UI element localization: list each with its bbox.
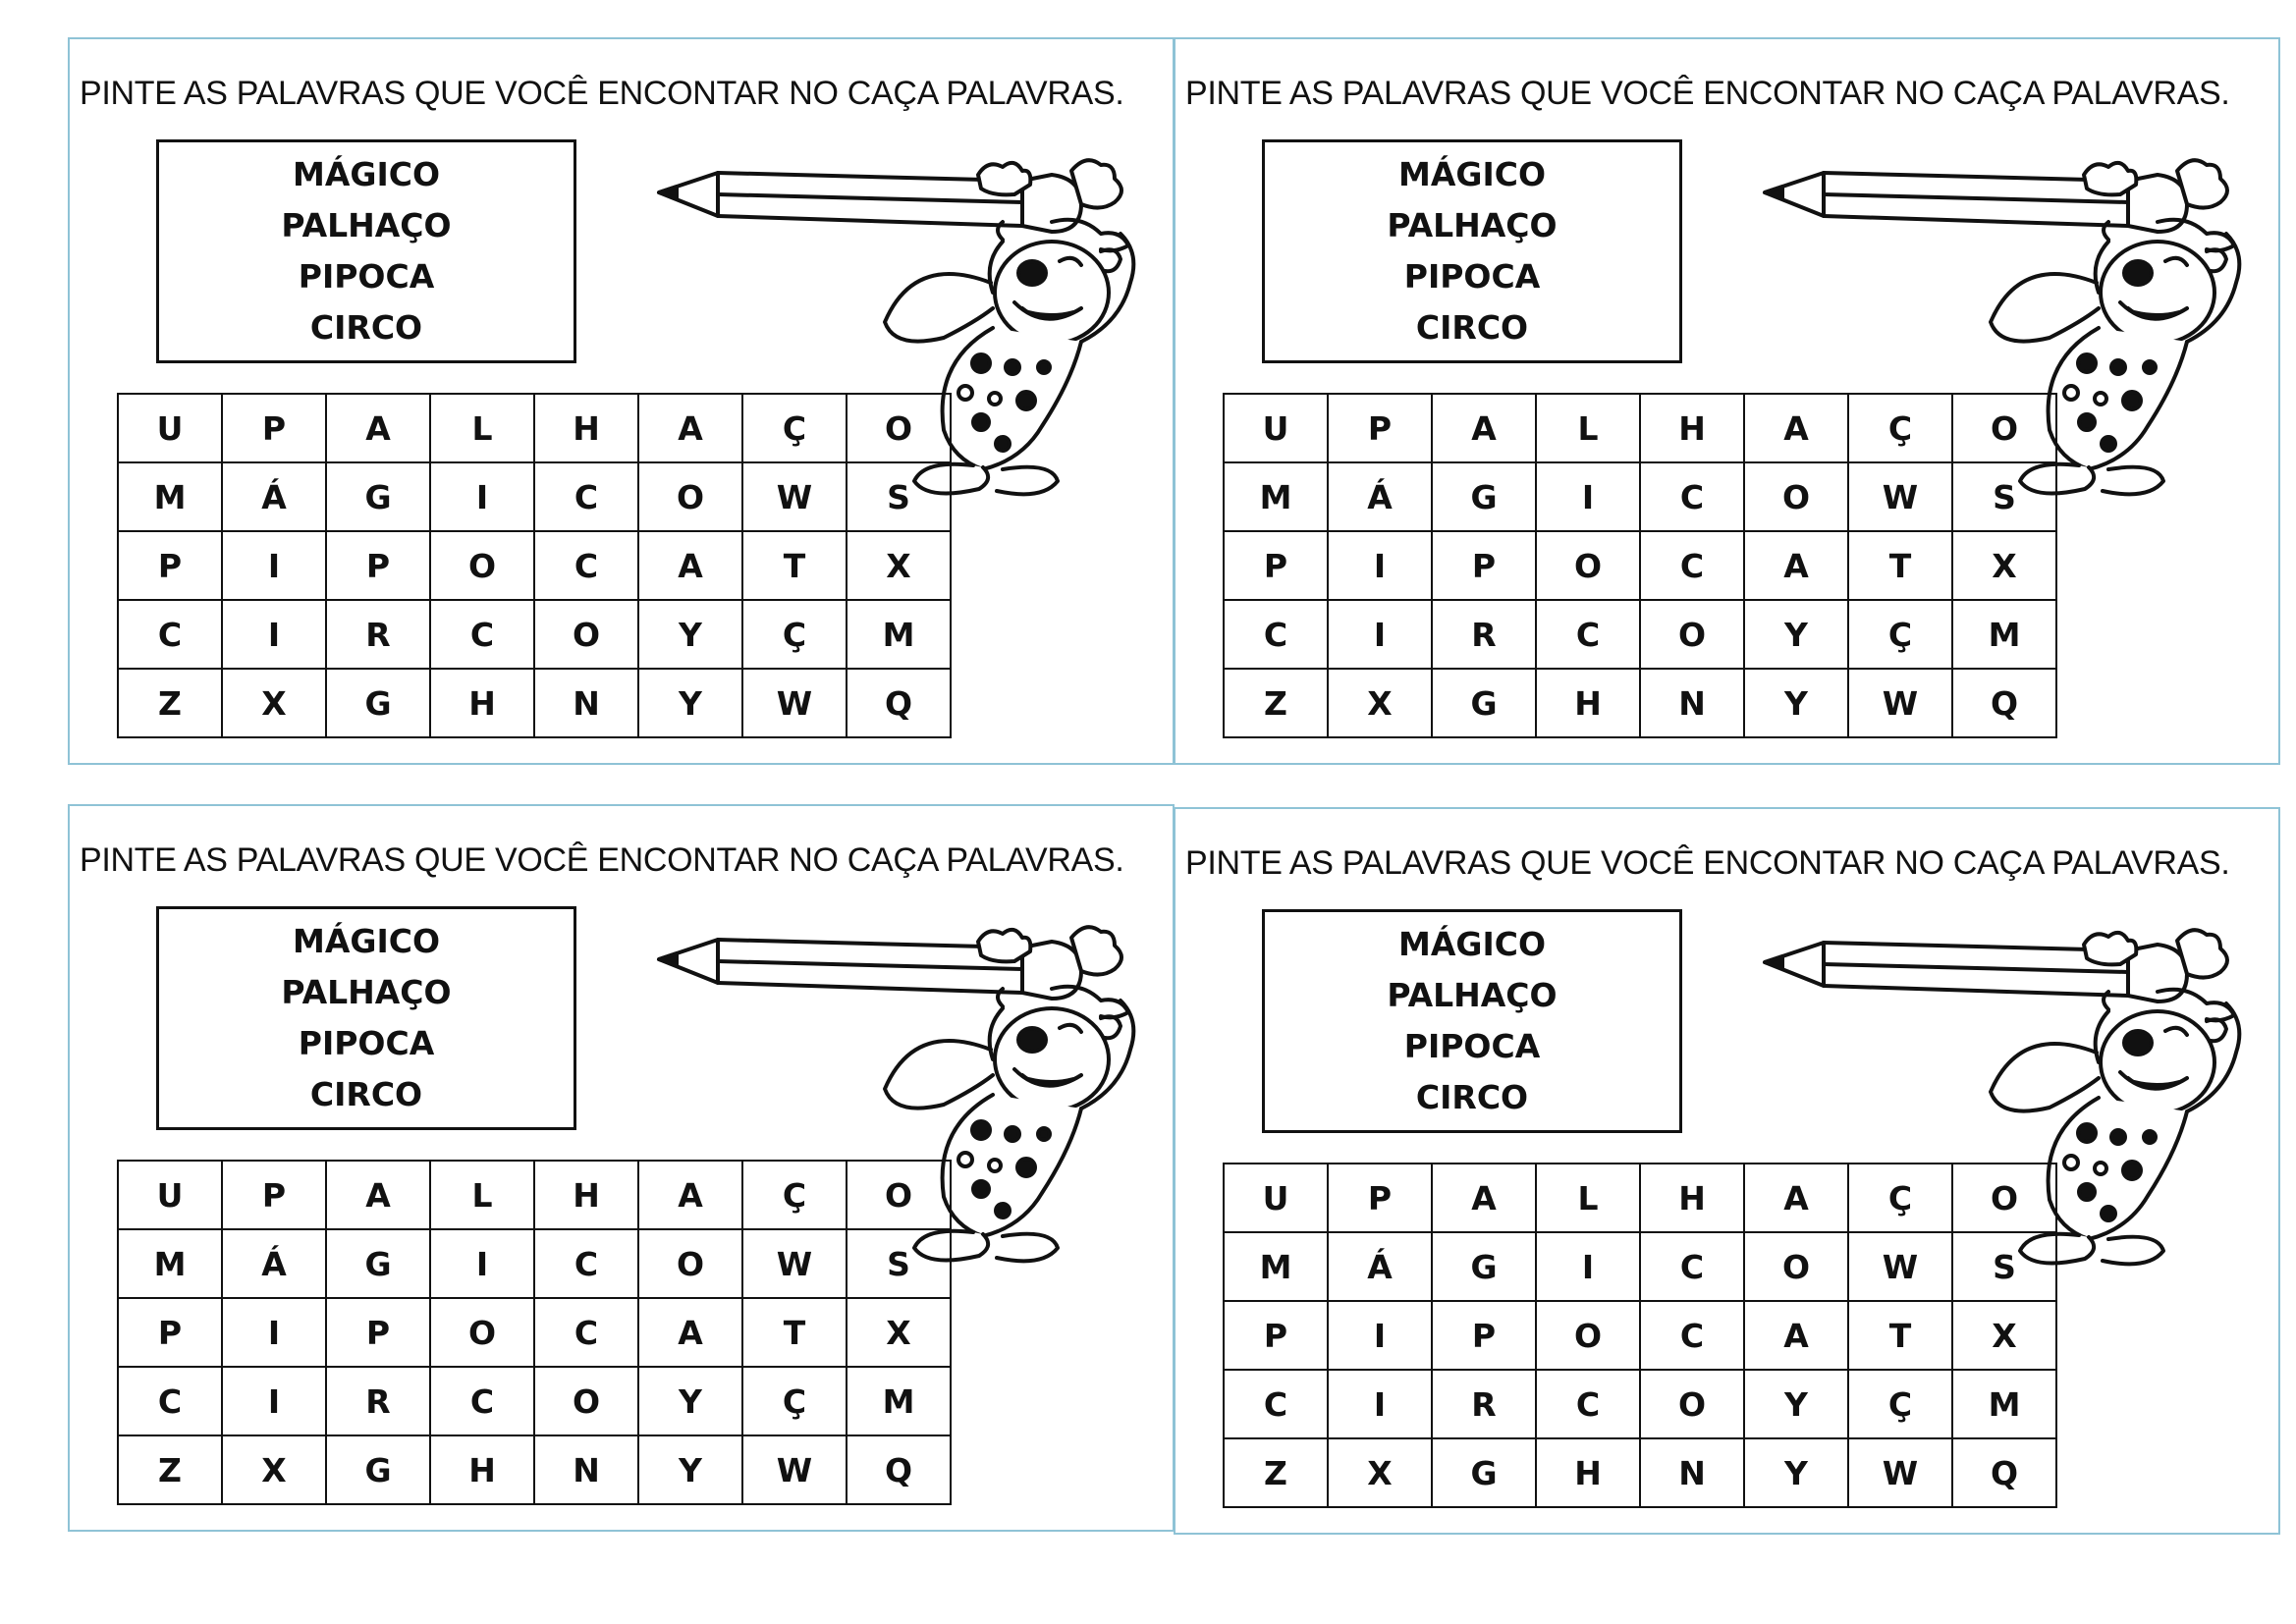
grid-cell: R [1432, 1370, 1536, 1438]
instruction-text: PINTE AS PALAVRAS QUE VOCÊ ENCONTAR NO CAÇA PALAVRAS. [80, 841, 1124, 879]
grid-cell: U [1224, 394, 1328, 462]
grid-cell: X [222, 669, 326, 737]
grid-cell: Y [638, 1367, 742, 1435]
grid-cell: M [118, 1229, 222, 1298]
grid-cell: H [430, 669, 534, 737]
grid-row [118, 1367, 951, 1435]
grid-cell: X [1328, 1438, 1432, 1507]
grid-cell: G [1432, 669, 1536, 737]
grid-cell: W [1848, 669, 1952, 737]
word-list-item: CIRCO [309, 1075, 423, 1113]
word-search-card [68, 37, 1175, 765]
grid-cell: C [534, 1229, 638, 1298]
grid-cell: A [638, 1298, 742, 1367]
instruction-text: PINTE AS PALAVRAS QUE VOCÊ ENCONTAR NO CAÇA PALAVRAS. [80, 75, 1124, 112]
grid-cell: Ç [742, 600, 847, 669]
grid-cell: C [1224, 1370, 1328, 1438]
grid-cell: P [1224, 531, 1328, 600]
grid-cell: M [118, 462, 222, 531]
grid-cell: U [1224, 1164, 1328, 1232]
grid-row [118, 669, 951, 737]
grid-cell: P [1432, 531, 1536, 600]
word-list-item: PALHAÇO [1387, 206, 1558, 244]
letter-grid [1223, 1163, 2057, 1508]
word-list-box [1262, 139, 1682, 363]
grid-cell: Ç [742, 1161, 847, 1229]
grid-cell: S [1952, 462, 2056, 531]
grid-cell: O [430, 531, 534, 600]
grid-cell: M [847, 1367, 951, 1435]
grid-cell: G [326, 462, 430, 531]
grid-cell: G [1432, 1232, 1536, 1301]
grid-cell: A [1744, 394, 1848, 462]
grid-cell: X [1952, 531, 2056, 600]
grid-cell: N [534, 669, 638, 737]
grid-row [118, 1229, 951, 1298]
grid-row [118, 1298, 951, 1367]
letter-grid [1223, 393, 2057, 738]
letter-grid [117, 1160, 952, 1505]
grid-cell: A [326, 1161, 430, 1229]
grid-cell: O [534, 600, 638, 669]
grid-row [118, 531, 951, 600]
grid-cell: P [1328, 1164, 1432, 1232]
grid-cell: L [430, 394, 534, 462]
grid-cell: M [847, 600, 951, 669]
grid-row [118, 462, 951, 531]
grid-cell: T [1848, 531, 1952, 600]
word-search-card [1174, 807, 2280, 1535]
grid-cell: P [1432, 1301, 1536, 1370]
grid-cell: Ç [742, 1367, 847, 1435]
grid-cell: C [1640, 531, 1744, 600]
grid-cell: I [430, 462, 534, 531]
grid-cell: S [847, 1229, 951, 1298]
grid-cell: Ç [742, 394, 847, 462]
grid-cell: C [118, 1367, 222, 1435]
grid-row [1224, 1370, 2056, 1438]
word-search-card [68, 804, 1175, 1532]
grid-cell: P [326, 1298, 430, 1367]
grid-cell: O [430, 1298, 534, 1367]
word-list-box [1262, 909, 1682, 1133]
instruction-text: PINTE AS PALAVRAS QUE VOCÊ ENCONTAR NO CAÇA PALAVRAS. [1185, 75, 2230, 112]
grid-cell: I [1328, 600, 1432, 669]
grid-cell: Ç [1848, 1370, 1952, 1438]
grid-cell: T [1848, 1301, 1952, 1370]
grid-cell: O [1952, 1164, 2056, 1232]
grid-cell: Q [847, 669, 951, 737]
grid-cell: G [1432, 462, 1536, 531]
word-list-item: MÁGICO [292, 155, 440, 193]
grid-cell: I [1328, 1370, 1432, 1438]
grid-cell: O [638, 1229, 742, 1298]
grid-cell: C [534, 531, 638, 600]
grid-cell: Z [118, 669, 222, 737]
grid-cell: O [1952, 394, 2056, 462]
word-list-item: PIPOCA [1403, 257, 1541, 296]
grid-cell: O [1640, 600, 1744, 669]
grid-cell: R [326, 1367, 430, 1435]
grid-cell: G [326, 669, 430, 737]
grid-cell: A [638, 531, 742, 600]
grid-cell: T [742, 1298, 847, 1367]
grid-cell: O [1640, 1370, 1744, 1438]
grid-row [1224, 1232, 2056, 1301]
grid-cell: H [534, 394, 638, 462]
grid-cell: H [430, 1435, 534, 1504]
grid-row [1224, 394, 2056, 462]
grid-cell: U [118, 1161, 222, 1229]
word-list-item: PIPOCA [298, 257, 435, 296]
grid-cell: P [222, 394, 326, 462]
grid-row [1224, 531, 2056, 600]
grid-cell: I [222, 531, 326, 600]
grid-cell: Z [1224, 1438, 1328, 1507]
grid-cell: Ç [1848, 1164, 1952, 1232]
grid-cell: M [1224, 1232, 1328, 1301]
grid-cell: C [1224, 600, 1328, 669]
grid-cell: C [430, 1367, 534, 1435]
grid-cell: C [1536, 600, 1640, 669]
grid-cell: I [1328, 1301, 1432, 1370]
grid-cell: S [1952, 1232, 2056, 1301]
grid-cell: A [1744, 1301, 1848, 1370]
word-list-item: PIPOCA [298, 1024, 435, 1062]
word-list-item: PALHAÇO [1387, 976, 1558, 1014]
grid-cell: G [1432, 1438, 1536, 1507]
grid-cell: W [1848, 1438, 1952, 1507]
word-list-box [156, 906, 576, 1130]
word-list-item: MÁGICO [1397, 925, 1546, 963]
grid-cell: H [1640, 1164, 1744, 1232]
grid-row [118, 1161, 951, 1229]
grid-cell: X [847, 531, 951, 600]
grid-cell: A [1432, 1164, 1536, 1232]
grid-cell: A [326, 394, 430, 462]
grid-cell: O [638, 462, 742, 531]
word-list-item: CIRCO [1415, 308, 1529, 347]
grid-cell: I [222, 1367, 326, 1435]
grid-cell: H [1640, 394, 1744, 462]
grid-row [1224, 462, 2056, 531]
grid-cell: X [1952, 1301, 2056, 1370]
grid-cell: W [742, 462, 847, 531]
grid-cell: C [118, 600, 222, 669]
grid-cell: U [118, 394, 222, 462]
grid-cell: L [1536, 1164, 1640, 1232]
grid-cell: P [1224, 1301, 1328, 1370]
grid-cell: C [1536, 1370, 1640, 1438]
grid-cell: Ç [1848, 394, 1952, 462]
grid-cell: L [1536, 394, 1640, 462]
grid-cell: Z [1224, 669, 1328, 737]
grid-cell: X [847, 1298, 951, 1367]
grid-row [1224, 1164, 2056, 1232]
grid-cell: P [222, 1161, 326, 1229]
word-list-item: PIPOCA [1403, 1027, 1541, 1065]
grid-cell: Q [1952, 669, 2056, 737]
grid-cell: Y [638, 669, 742, 737]
grid-cell: R [1432, 600, 1536, 669]
grid-row [1224, 1438, 2056, 1507]
grid-cell: M [1952, 600, 2056, 669]
grid-cell: I [222, 1298, 326, 1367]
grid-cell: X [222, 1435, 326, 1504]
grid-cell: Y [1744, 600, 1848, 669]
grid-cell: N [1640, 1438, 1744, 1507]
grid-cell: Y [1744, 1438, 1848, 1507]
grid-cell: W [1848, 1232, 1952, 1301]
grid-cell: O [1744, 1232, 1848, 1301]
grid-cell: O [847, 1161, 951, 1229]
grid-row [1224, 1301, 2056, 1370]
grid-row [118, 394, 951, 462]
grid-cell: L [430, 1161, 534, 1229]
word-list-item: CIRCO [1415, 1078, 1529, 1116]
grid-cell: M [1952, 1370, 2056, 1438]
grid-cell: Ç [1848, 600, 1952, 669]
grid-cell: C [534, 1298, 638, 1367]
grid-cell: O [1744, 462, 1848, 531]
grid-cell: H [1536, 1438, 1640, 1507]
grid-cell: H [1536, 669, 1640, 737]
grid-row [1224, 600, 2056, 669]
grid-cell: O [1536, 531, 1640, 600]
grid-cell: N [1640, 669, 1744, 737]
grid-cell: C [1640, 462, 1744, 531]
word-search-card [1174, 37, 2280, 765]
letter-grid [117, 393, 952, 738]
grid-cell: C [1640, 1301, 1744, 1370]
grid-cell: G [326, 1229, 430, 1298]
grid-cell: A [638, 1161, 742, 1229]
grid-cell: P [118, 1298, 222, 1367]
grid-cell: Y [1744, 669, 1848, 737]
grid-cell: Z [118, 1435, 222, 1504]
grid-cell: M [1224, 462, 1328, 531]
grid-cell: Y [1744, 1370, 1848, 1438]
grid-cell: N [534, 1435, 638, 1504]
grid-cell: A [1744, 531, 1848, 600]
grid-cell: A [1432, 394, 1536, 462]
grid-cell: Q [1952, 1438, 2056, 1507]
grid-cell: Y [638, 1435, 742, 1504]
grid-cell: Q [847, 1435, 951, 1504]
grid-cell: C [430, 600, 534, 669]
grid-cell: O [1536, 1301, 1640, 1370]
grid-cell: P [1328, 394, 1432, 462]
grid-cell: C [1640, 1232, 1744, 1301]
word-list-box [156, 139, 576, 363]
instruction-text: PINTE AS PALAVRAS QUE VOCÊ ENCONTAR NO CAÇA PALAVRAS. [1185, 844, 2230, 882]
grid-cell: P [326, 531, 430, 600]
grid-cell: W [742, 1435, 847, 1504]
grid-cell: I [1536, 462, 1640, 531]
grid-cell: I [430, 1229, 534, 1298]
grid-cell: P [118, 531, 222, 600]
grid-cell: W [1848, 462, 1952, 531]
grid-cell: T [742, 531, 847, 600]
grid-cell: Á [1328, 462, 1432, 531]
grid-cell: I [1536, 1232, 1640, 1301]
grid-cell: A [1744, 1164, 1848, 1232]
grid-cell: R [326, 600, 430, 669]
grid-row [1224, 669, 2056, 737]
word-list-item: MÁGICO [292, 922, 440, 960]
grid-row [118, 1435, 951, 1504]
word-list-item: MÁGICO [1397, 155, 1546, 193]
word-list-item: CIRCO [309, 308, 423, 347]
word-list-item: PALHAÇO [281, 973, 452, 1011]
grid-row [118, 600, 951, 669]
grid-cell: H [534, 1161, 638, 1229]
grid-cell: O [847, 394, 951, 462]
grid-cell: W [742, 669, 847, 737]
grid-cell: Á [222, 1229, 326, 1298]
grid-cell: Á [222, 462, 326, 531]
grid-cell: Á [1328, 1232, 1432, 1301]
grid-cell: I [1328, 531, 1432, 600]
grid-cell: Y [638, 600, 742, 669]
word-list-item: PALHAÇO [281, 206, 452, 244]
grid-cell: X [1328, 669, 1432, 737]
grid-cell: G [326, 1435, 430, 1504]
grid-cell: O [534, 1367, 638, 1435]
grid-cell: C [534, 462, 638, 531]
grid-cell: A [638, 394, 742, 462]
grid-cell: S [847, 462, 951, 531]
grid-cell: W [742, 1229, 847, 1298]
grid-cell: I [222, 600, 326, 669]
